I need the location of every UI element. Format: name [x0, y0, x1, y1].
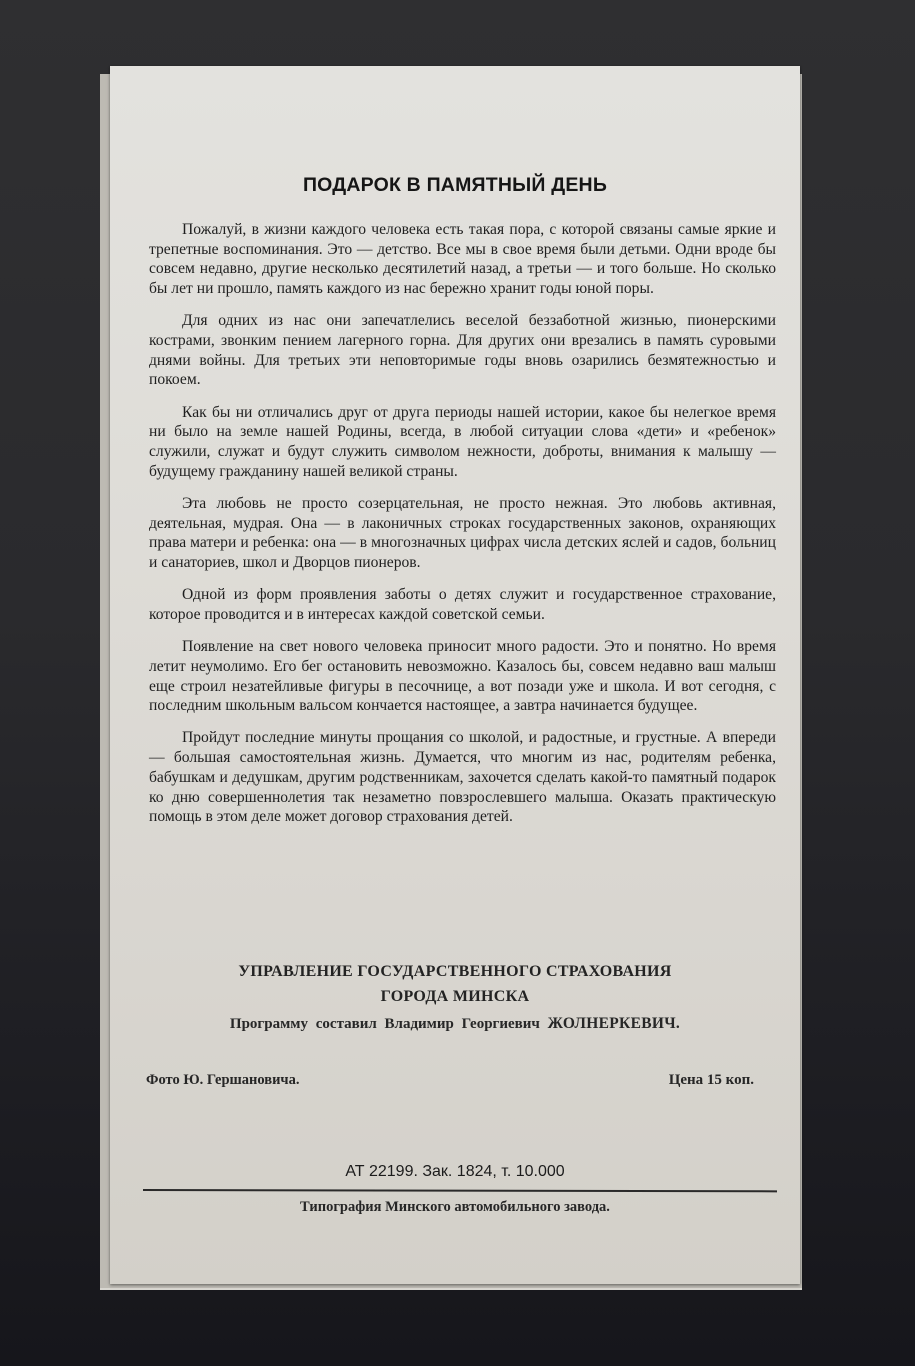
paragraph: Появление на свет нового человека приносит много радости. Это и понятно. Но время летит неумолимо. Его бег остановить невозможно. Казалось бы, совсем недавно ваш малыш еще строил незатейливые фигуры в песочнице, а вот позади уже и школа. И вот сегодня, с последним школьным вальсом кончается настоящее, а завтра начинается будущее. — [149, 638, 776, 715]
paragraph: Пройдут последние минуты прощания со школой, и радостные, и грустные. А впереди — большая самостоятельная жизнь. Думается, что многим из нас, родителям ребенка, бабушкам и дедушкам, другим родственникам, захочется сделать какой-то памятный подарок ко дню совершеннолетия так незаметно повзрослевшего малыша. Оказать практическую помощь в этом деле может договор страхования детей. — [149, 729, 776, 826]
price: Цена 15 коп. — [668, 1072, 754, 1088]
paragraph: Как бы ни отличались друг от друга периоды нашей истории, какое бы нелегкое время ни было на земле нашей Родины, всегда, в любой ситуации слова «дети» и «ребенок» служили, служат и будут служить символом нежности, доброты, внимания к малышу — будущему гражданину нашей великой страны. — [149, 403, 776, 480]
photo-credit: Фото Ю. Гершановича. — [146, 1072, 300, 1088]
compiler-credit — [110, 1015, 800, 1033]
paragraph: Для одних из нас они запечатлелись веселой беззаботной жизнью, пионерскими кострами, звонким пением лагерного горна. Для других они врезались в память суровыми днями войны. Для третьих эти неповторимые годы вновь озарились безмятежностью и покоем. — [149, 312, 776, 389]
organization-line-1: УПРАВЛЕНИЕ ГОСУДАРСТВЕННОГО СТРАХОВАНИЯ — [238, 963, 672, 980]
organization-line-2: ГОРОДА МИНСКА — [380, 988, 530, 1005]
body-text — [149, 220, 776, 839]
document-title: ПОДАРОК В ПАМЯТНЫЙ ДЕНЬ — [302, 174, 608, 196]
printer-credit: Типография Минского автомобильного завода. — [300, 1199, 610, 1215]
print-imprint: АТ 22199. Зак. 1824, т. 10.000 — [345, 1163, 565, 1180]
organization-heading — [110, 959, 800, 1009]
compiler-prefix: Программу составил Владимир Георгиевич — [229, 1016, 540, 1032]
horizontal-rule — [143, 1189, 777, 1192]
paragraph: Эта любовь не просто созерцательная, не просто нежная. Это любовь активная, деятельная, мудрая. Она — в лаконичных строках государственных законов, охраняющих права матери и ребенка: она — в многозначных цифрах числа детских яслей и садов, больниц и санаториев, школ и Дворцов пионеров. — [149, 494, 776, 572]
paragraph: Пожалуй, в жизни каждого человека есть такая пора, с которой связаны самые яркие и трепетные воспоминания. Это — детство. Все мы в свое время были детьми. Одни вроде бы совсем недавно, другие несколько десятилетий назад, а третьи — и того больше. Но сколько бы лет ни прошло, память каждого из нас бережно хранит годы юной поры. — [149, 221, 776, 298]
leaflet-page — [110, 66, 800, 1284]
paragraph: Одной из форм проявления заботы о детях служит и государственное страхование, которое проводится и в интересах каждой советской семьи. — [149, 586, 776, 623]
compiler-surname: ЖОЛНЕРКЕВИЧ. — [547, 1015, 681, 1032]
